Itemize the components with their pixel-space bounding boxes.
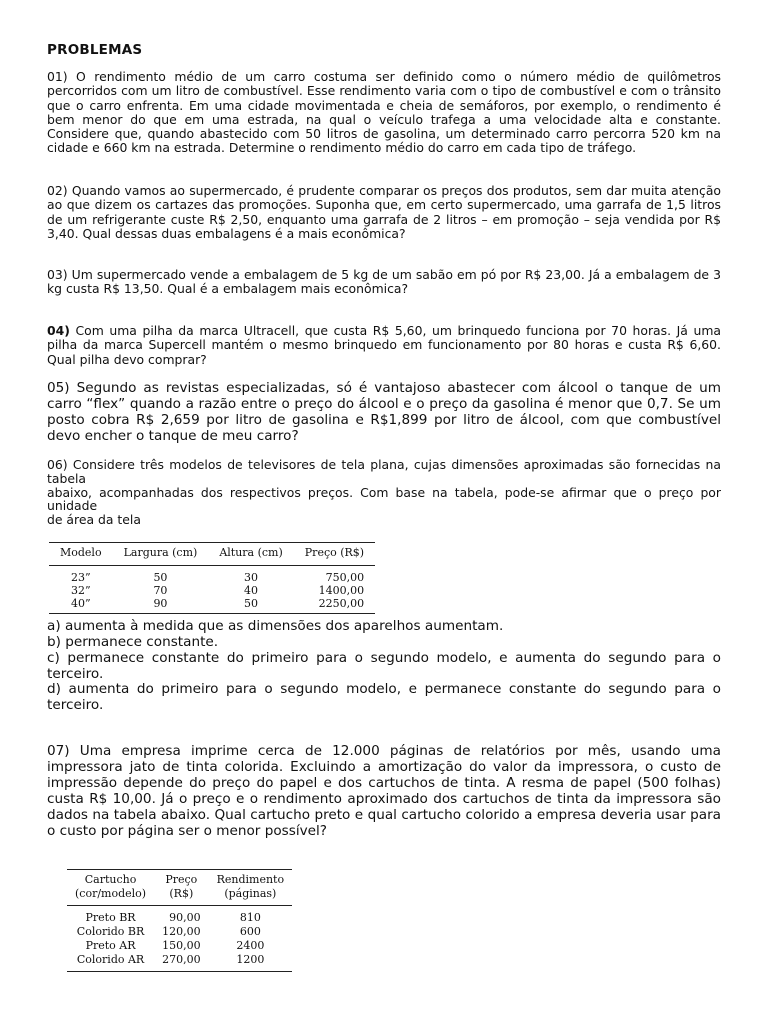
table-cell: 32” bbox=[70, 584, 91, 597]
table-header: Cartucho (cor/modelo) bbox=[67, 870, 154, 906]
tv-models-table bbox=[49, 542, 375, 614]
table-cell: 1400,00 bbox=[318, 584, 365, 597]
table-header: Modelo bbox=[49, 543, 113, 566]
table-row bbox=[49, 597, 375, 614]
cartridge-table bbox=[67, 869, 292, 972]
option-d: d) aumenta do primeiro para o segundo modelo, e permanece constante do segundo para o terceiro. bbox=[47, 681, 721, 713]
table-row bbox=[49, 566, 375, 585]
table-cell: 40 bbox=[244, 584, 259, 597]
table-header: Altura (cm) bbox=[208, 543, 293, 566]
table-cell: 120,00 bbox=[162, 925, 201, 938]
table-cell: Colorido AR bbox=[76, 953, 145, 966]
table-cell: 90,00 bbox=[169, 911, 201, 924]
table-cell: 40” bbox=[70, 597, 91, 610]
table-row bbox=[67, 939, 292, 953]
question-01: 01) O rendimento médio de um carro costuma ser definido como o número médio de quilômetros percorridos com um litro de combustível. Esse rendimento varia com o tipo de combustível e com o trânsito que o carro enfrenta. Em uma cidade movimentada e cheia de semáforos, por exemplo, o rendimento é bem menor do que em uma estrada, na qual o veículo trafega a uma velocidade alta e constante. Considere que, quando abastecido com 50 litros de gasolina, um determinado carro percorra 520 km na cidade e 660 km na estrada. Determine o rendimento médio do carro em cada tipo de tráfego. bbox=[47, 69, 721, 156]
question-06-line-1: 06) Considere três modelos de televisores de tela plana, cujas dimensões aproximadas são fornecidas na tabela bbox=[47, 457, 721, 486]
option-c: c) permanece constante do primeiro para o segundo modelo, e aumenta do segundo para o terceiro. bbox=[47, 650, 721, 682]
table-header: Preço (R$) bbox=[294, 543, 375, 566]
table-cell: Preto AR bbox=[85, 939, 136, 952]
table-cell: 810 bbox=[239, 911, 261, 924]
table-cell: 70 bbox=[153, 584, 168, 597]
table-cell: 30 bbox=[244, 571, 259, 584]
table-row bbox=[67, 906, 292, 926]
question-06-line-3: de área da tela bbox=[47, 512, 141, 528]
table-row bbox=[67, 925, 292, 939]
table-header: Largura (cm) bbox=[113, 543, 209, 566]
table-cell: 150,00 bbox=[162, 939, 201, 952]
question-04-number: 04) bbox=[47, 323, 70, 338]
question-02: 02) Quando vamos ao supermercado, é prudente comparar os preços dos produtos, sem dar muita atenção ao que dizem os cartazes das promoções. Suponha que, em certo supermercado, uma garrafa de 1,5 litros de um refrigerante custe R$ 2,50, enquanto uma garrafa de 2 litros – em promoção – seja vendida por R$ 3,40. Qual dessas duas embalagens é a mais econômica? bbox=[47, 183, 721, 241]
question-05: 05) Segundo as revistas especializadas, só é vantajoso abastecer com álcool o tanque de um carro “flex” quando a razão entre o preço do álcool e o preço da gasolina é menor que 0,7. Se um posto cobra R$ 2,659 por litro de gasolina e R$1,899 por litro de álcool, com que combustível devo encher o tanque de meu carro? bbox=[47, 380, 721, 444]
table-cell: 1200 bbox=[236, 953, 265, 966]
table-cell: 50 bbox=[153, 571, 168, 584]
table-cell: 50 bbox=[244, 597, 259, 610]
table-header: Preço (R$) bbox=[154, 870, 209, 906]
question-03: 03) Um supermercado vende a embalagem de 5 kg de um sabão em pó por R$ 23,00. Já a embalagem de 3 kg custa R$ 13,50. Qual é a embalagem mais econômica? bbox=[47, 267, 721, 297]
question-06 bbox=[47, 458, 721, 527]
table-header: Rendimento (páginas) bbox=[209, 870, 293, 906]
table-cell: 90 bbox=[153, 597, 168, 610]
option-a: a) aumenta à medida que as dimensões dos aparelhos aumentam. bbox=[47, 618, 504, 634]
question-07: 07) Uma empresa imprime cerca de 12.000 páginas de relatórios por mês, usando uma impressora jato de tinta colorida. Excluindo a amortização do valor da impressora, o custo de impressão depende do preço do papel e dos cartuchos de tinta. A resma de papel (500 folhas) custa R$ 10,00. Já o preço e o rendimento aproximado dos cartuchos de tinta da impressora são dados na tabela abaixo. Qual cartucho preto e qual cartucho colorido a empresa deveria usar para o custo por página ser o menor possível? bbox=[47, 743, 721, 839]
table-cell: 270,00 bbox=[162, 953, 201, 966]
question-04-text: Com uma pilha da marca Ultracell, que custa R$ 5,60, um brinquedo funciona por 70 horas. Já uma pilha da marca Supercell mantém o mesmo brinquedo em funcionamento por 80 horas e custa R$ 6,60. Qual pilha devo comprar? bbox=[47, 323, 721, 367]
table-cell: 600 bbox=[239, 925, 261, 938]
table-cell: 2400 bbox=[236, 939, 265, 952]
table-row bbox=[49, 584, 375, 597]
table-cell: Colorido BR bbox=[76, 925, 145, 938]
question-06-line-2: abaixo, acompanhadas dos respectivos preços. Com base na tabela, pode-se afirmar que o preço por unidade bbox=[47, 484, 721, 514]
question-04 bbox=[47, 324, 721, 367]
page-title: PROBLEMAS bbox=[47, 42, 143, 58]
table-cell: 23” bbox=[70, 571, 91, 584]
table-cell: 2250,00 bbox=[318, 597, 365, 610]
option-b: b) permanece constante. bbox=[47, 634, 219, 650]
table-cell: 750,00 bbox=[325, 571, 365, 584]
table-cell: Preto BR bbox=[85, 911, 136, 924]
table-row bbox=[67, 953, 292, 972]
